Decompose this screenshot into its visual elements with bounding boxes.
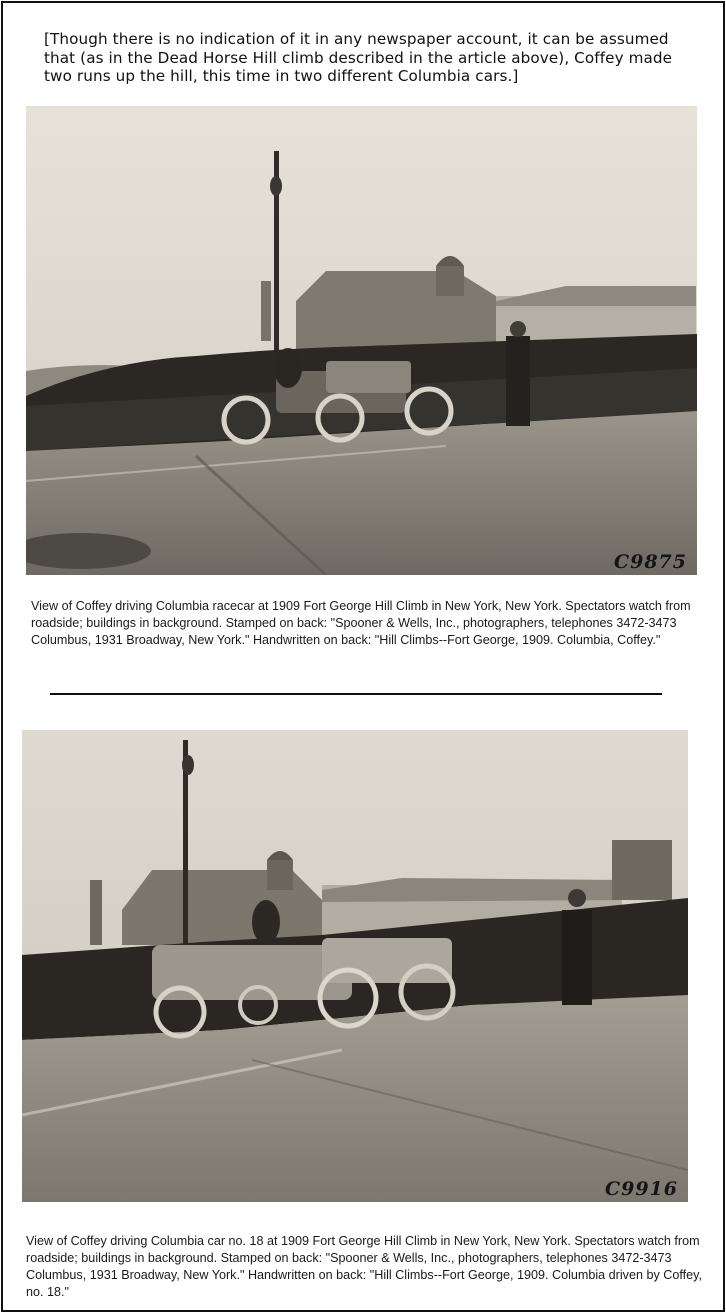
photo-caption: View of Coffey driving Columbia car no. 18 at 1909 Fort George Hill Climb in New York, New York. Spectators watch from roadside; buildings in background. Stamped on back: "Spooner & Wells, Inc., photographers, telephones 3472-3473 Columbus, 1931 Broadway, New York." Handwritten on back: "Hill Climbs--Fort George, 1909. Columbia driven by Coffey, no. 18." <box>26 1234 703 1299</box>
photo-stamp-number: C9916 <box>604 1178 678 1200</box>
photo-columbia-car-18 <box>22 730 688 1202</box>
intro-paragraph: [Though there is no indication of it in any newspaper account, it can be assumed that (as in the Dead Horse Hill climb described in the article above), Coffey made two runs up the hill, this time in two different Columbia cars.] <box>44 30 673 85</box>
section-divider <box>50 693 662 695</box>
photo-columbia-racecar-image <box>26 106 697 575</box>
photo-caption: View of Coffey driving Columbia racecar at 1909 Fort George Hill Climb in New York, New York. Spectators watch from roadside; buildings in background. Stamped on back: "Spooner & Wells, Inc., photographers, telephones 3472-3473 Columbus, 1931 Broadway, New York." Handwritten on back: "Hill Climbs--Fort George, 1909. Columbia, Coffey." <box>31 599 691 647</box>
photo-stamp-number: C9875 <box>613 551 687 573</box>
photo-columbia-car-18-image <box>22 730 688 1202</box>
photo-columbia-racecar <box>26 106 697 575</box>
